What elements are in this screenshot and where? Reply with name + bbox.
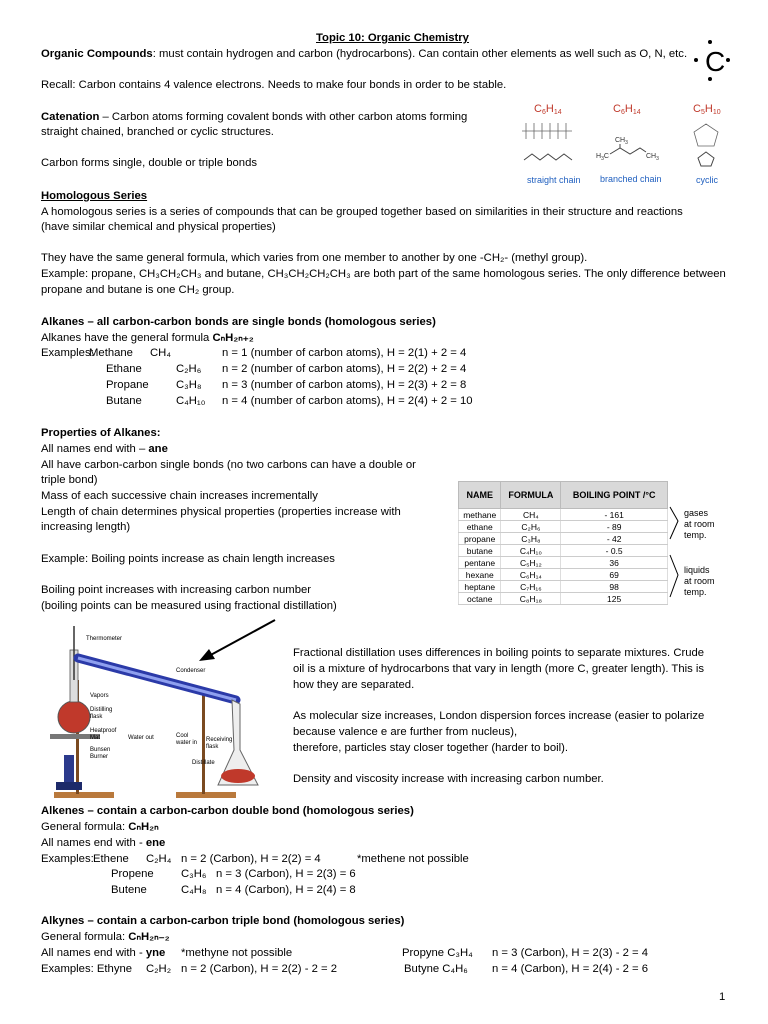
cell-bp: - 42	[561, 533, 668, 545]
electron-dot-left	[694, 58, 698, 62]
alkanes-heading: Alkanes – all carbon-carbon bonds are single bonds (homologous series)	[41, 316, 436, 328]
cell-formula: C₃H₈	[501, 533, 561, 545]
alkane-formula-butane: C₄H₁₀	[176, 395, 206, 407]
cell-name: heptane	[459, 581, 501, 593]
straight-chain-structure	[522, 123, 572, 139]
alkynes-names: All names end with - yne	[41, 947, 166, 959]
electron-dot-bottom	[708, 77, 712, 81]
properties-line-b1: All have carbon-carbon single bonds (no two carbons can have a double or	[41, 459, 416, 471]
alkene-name-propene: Propene	[111, 868, 154, 880]
cell-formula: C₅H₁₂	[501, 557, 561, 569]
table-row	[459, 557, 668, 569]
cell-bp: 98	[561, 581, 668, 593]
distillation-p2-l2: because valence e are further from nucleus),	[293, 726, 518, 738]
propyne-formula: Propyne C₃H₄	[402, 947, 473, 959]
cyclic-structure	[694, 124, 718, 146]
alkanes-examples-label: Examples:	[41, 347, 94, 359]
branch-h3c: $H_3C$	[596, 153, 609, 162]
page-number: 1	[719, 991, 726, 1003]
intro-line	[41, 47, 687, 61]
cell-bp: - 161	[561, 509, 668, 521]
label-heatproof-mat: Mat	[90, 735, 101, 741]
alkene-calc-propene: n = 3 (Carbon), H = 2(3) = 6	[216, 868, 356, 880]
recall-line: Recall: Carbon contains 4 valence electrons. Needs to make four bonds in order to be stable.	[41, 79, 507, 91]
properties-line-d1: Length of chain determines physical properties (properties increase with	[41, 506, 401, 518]
homologous-p1-line2: (have similar chemical and physical properties)	[41, 221, 276, 233]
cell-formula: C₆H₁₄	[501, 569, 561, 581]
electron-dot-top	[708, 40, 712, 44]
properties-line-f2: (boiling points can be measured using fractional distillation)	[41, 600, 337, 612]
branch-ch3-right: $CH_3$	[646, 153, 659, 162]
alkynes-note: *methyne not possible	[181, 947, 293, 959]
catenation-line-2: straight chained, branched or cyclic structures.	[41, 126, 274, 138]
catenation-line-1	[41, 110, 467, 124]
alkenes-general-formula: CₙH₂ₙ	[128, 821, 159, 833]
liquids-brace	[670, 555, 678, 597]
distillation-p2-l3: therefore, particles stay closer together (harder to boil).	[293, 742, 569, 754]
cell-name: methane	[459, 509, 501, 521]
cell-formula: C₄H₁₀	[501, 545, 561, 557]
cell-name: octane	[459, 593, 501, 605]
properties-line-b2: triple bond)	[41, 474, 98, 486]
cell-formula: C₇H₁₆	[501, 581, 561, 593]
table-row	[459, 569, 668, 581]
homologous-p2-line3: propane and butane is one CH₂ group.	[41, 284, 235, 296]
alkenes-heading: Alkenes – contain a carbon-carbon double bond (homologous series)	[41, 805, 414, 817]
cell-bp: - 0.5	[561, 545, 668, 557]
cell-bp: 36	[561, 557, 668, 569]
branch-ch3-top: $CH_3$	[615, 137, 628, 146]
label-heatproof: Heatproof	[90, 728, 117, 734]
cell-formula: CH₄	[501, 509, 561, 521]
label-water-out: Water out	[128, 735, 154, 741]
distillation-p1-l2: oil is a mixture of hydrocarbons that vary in length (more C, greater length). This is	[293, 663, 705, 675]
distillation-p1-l1: Fractional distillation uses differences in boiling points to separate mixtures. Crude	[293, 647, 705, 659]
cyclic-formula: C5H10	[693, 103, 721, 116]
label-cool-water-in: water in	[176, 740, 198, 746]
right-stand-rod	[202, 690, 205, 794]
straight-formula: C6H14	[534, 103, 562, 116]
cell-name: butane	[459, 545, 501, 557]
properties-names: All names end with – ane	[41, 443, 168, 455]
cell-name: hexane	[459, 569, 501, 581]
propyne-calc: n = 3 (Carbon), H = 2(3) - 2 = 4	[492, 947, 649, 959]
alkynes-general-formula: CₙH₂ₙ₋₂	[128, 931, 170, 943]
label-cool: Cool	[176, 733, 189, 739]
distillation-apparatus	[36, 620, 286, 810]
properties-line-e: Example: Boiling points increase as chain length increases	[41, 553, 335, 565]
label-receiving: Receiving	[206, 737, 233, 743]
distillation-p1-l3: how they are separated.	[293, 679, 415, 691]
alkene-name-butene: Butene	[111, 884, 147, 896]
alkane-formula-ethane: C₂H₆	[176, 363, 202, 375]
alkane-name-ethane: Ethane	[106, 363, 142, 375]
alkenes-general: General formula: CₙH₂ₙ	[41, 821, 159, 833]
right-stand-base	[176, 792, 236, 798]
alkane-formula-propane: C₃H₈	[176, 379, 202, 391]
alkynes-heading: Alkynes – contain a carbon-carbon triple bond (homologous series)	[41, 915, 405, 927]
label-vapors: Vapors	[90, 693, 109, 699]
alkane-name-propane: Propane	[106, 379, 149, 391]
alkene-calc-butene: n = 4 (Carbon), H = 2(4) = 8	[216, 884, 356, 896]
butyne-formula: Butyne C₄H₆	[404, 963, 468, 975]
table-row	[459, 533, 668, 545]
alkane-name-methane: Methane	[89, 347, 133, 359]
label-thermometer: Thermometer	[86, 636, 123, 642]
left-stand-base	[54, 792, 114, 798]
label-burner: Burner	[90, 754, 109, 760]
distillation-p2-l1: As molecular size increases, London dispersion forces increase (easier to polarize	[293, 710, 705, 722]
alkane-calc-propane: n = 3 (number of carbon atoms), H = 2(3) + 2 = 8	[222, 379, 467, 391]
gases-label: gases at room temp.	[684, 508, 715, 540]
butyne-calc: n = 4 (Carbon), H = 2(4) - 2 = 6	[492, 963, 649, 975]
cell-bp: - 89	[561, 521, 668, 533]
cell-name: pentane	[459, 557, 501, 569]
homologous-p1-line1: A homologous series is a series of compounds that can be grouped together based on similarities in their structure and reactions	[41, 206, 683, 218]
properties-line-c: Mass of each successive chain increases incrementally	[41, 490, 318, 502]
branched-caption: branched chain	[600, 174, 662, 184]
properties-heading: Properties of Alkanes:	[41, 427, 161, 439]
label-bunsen: Bunsen	[90, 747, 111, 753]
cell-bp: 69	[561, 569, 668, 581]
alkene-formula-propene: C₃H₆	[181, 868, 207, 880]
alkane-formula-methane: CH₄	[150, 347, 171, 359]
col-header-formula: FORMULA	[501, 482, 561, 509]
alkane-calc-butane: n = 4 (number of carbon atoms), H = 2(4) + 2 = 10	[222, 395, 473, 407]
table-header-row	[459, 482, 668, 509]
boiling-point-table	[458, 481, 668, 605]
table-row	[459, 521, 668, 533]
gases-brace	[670, 507, 678, 539]
cyclic-skeletal	[698, 152, 714, 166]
distillate	[221, 769, 255, 783]
cyclic-caption: cyclic	[696, 175, 718, 185]
intro-text: : must contain hydrogen and carbon (hydrocarbons). Can contain other elements as well such as O, N, etc.	[152, 48, 688, 60]
page-title: Topic 10: Organic Chemistry	[316, 32, 469, 44]
homologous-p2-line2: Example: propane, CH₃CH₂CH₃ and butane, CH₃CH₂CH₂CH₃ are both part of the same homologous series. The only difference between	[41, 268, 726, 280]
ene-suffix: ene	[145, 837, 166, 849]
straight-chain-skeletal	[524, 154, 572, 160]
ane-suffix: ane	[148, 443, 168, 455]
alkene-calc-ethene: n = 2 (Carbon), H = 2(2) = 4	[181, 853, 321, 865]
alkanes-general: Alkanes have the general formula CₙH₂ₙ₊₂	[41, 332, 254, 344]
cell-formula: C₈H₁₈	[501, 593, 561, 605]
straight-caption: straight chain	[527, 175, 581, 185]
label-distilling-flask: flask	[90, 714, 103, 720]
distilling-flask	[58, 701, 90, 733]
ethyne-formula: C₂H₂	[146, 963, 172, 975]
catenation-text: – Carbon atoms forming covalent bonds with other carbon atoms forming	[99, 111, 468, 123]
col-header-bp: BOILING POINT /°C	[561, 482, 668, 509]
distillation-p3: Density and viscosity increase with increasing carbon number.	[293, 773, 604, 785]
table-row	[459, 581, 668, 593]
table-row	[459, 593, 668, 605]
bunsen-burner	[64, 755, 74, 785]
cell-name: propane	[459, 533, 501, 545]
alkene-formula-ethene: C₂H₄	[146, 853, 172, 865]
catenation-label: Catenation	[41, 111, 100, 123]
yne-suffix: yne	[145, 947, 166, 959]
alkenes-examples-label: Examples:	[41, 853, 94, 865]
alkene-name-ethene: Ethene	[93, 853, 129, 865]
carbon-structures-diagram	[510, 96, 740, 192]
carbon-symbol: C	[705, 46, 726, 77]
cell-name: ethane	[459, 521, 501, 533]
carbon-bonds-line: Carbon forms single, double or triple bonds	[41, 157, 258, 169]
ethyne-calc: n = 2 (Carbon), H = 2(2) - 2 = 2	[181, 963, 338, 975]
properties-line-d2: increasing length)	[41, 521, 131, 533]
alkynes-general: General formula: CₙH₂ₙ₋₂	[41, 931, 170, 943]
alkane-calc-ethane: n = 2 (number of carbon atoms), H = 2(2) + 2 = 4	[222, 363, 467, 375]
alkene-note-ethene: *methene not possible	[357, 853, 469, 865]
liquids-label: liquids at room temp.	[684, 565, 715, 597]
cell-bp: 125	[561, 593, 668, 605]
label-condenser: Condenser	[176, 668, 206, 674]
table-row	[459, 509, 668, 521]
col-header-name: NAME	[459, 482, 501, 509]
alkynes-examples: Examples: Ethyne	[41, 963, 133, 975]
label-distilling: Distilling	[90, 707, 113, 713]
carbon-lewis-diagram	[690, 38, 736, 84]
homologous-p2-line1: They have the same general formula, which varies from one member to another by one -CH₂- (methyl group).	[41, 252, 588, 264]
electron-dot-right	[726, 58, 730, 62]
alkanes-general-formula: CₙH₂ₙ₊₂	[212, 332, 254, 344]
properties-line-f1: Boiling point increases with increasing carbon number	[41, 584, 312, 596]
intro-label: Organic Compounds	[41, 48, 153, 60]
branched-formula: C6H14	[613, 103, 641, 116]
alkenes-names: All names end with - ene	[41, 837, 166, 849]
label-distillate: Distillate	[192, 760, 215, 766]
branched-chain-bonds	[610, 148, 646, 154]
homologous-heading: Homologous Series	[41, 190, 148, 202]
cell-formula: C₂H₆	[501, 521, 561, 533]
table-row	[459, 545, 668, 557]
alkene-formula-butene: C₄H₈	[181, 884, 207, 896]
label-receiving-flask: flask	[206, 744, 219, 750]
alkane-calc-methane: n = 1 (number of carbon atoms), H = 2(1) + 2 = 4	[222, 347, 467, 359]
alkane-name-butane: Butane	[106, 395, 142, 407]
